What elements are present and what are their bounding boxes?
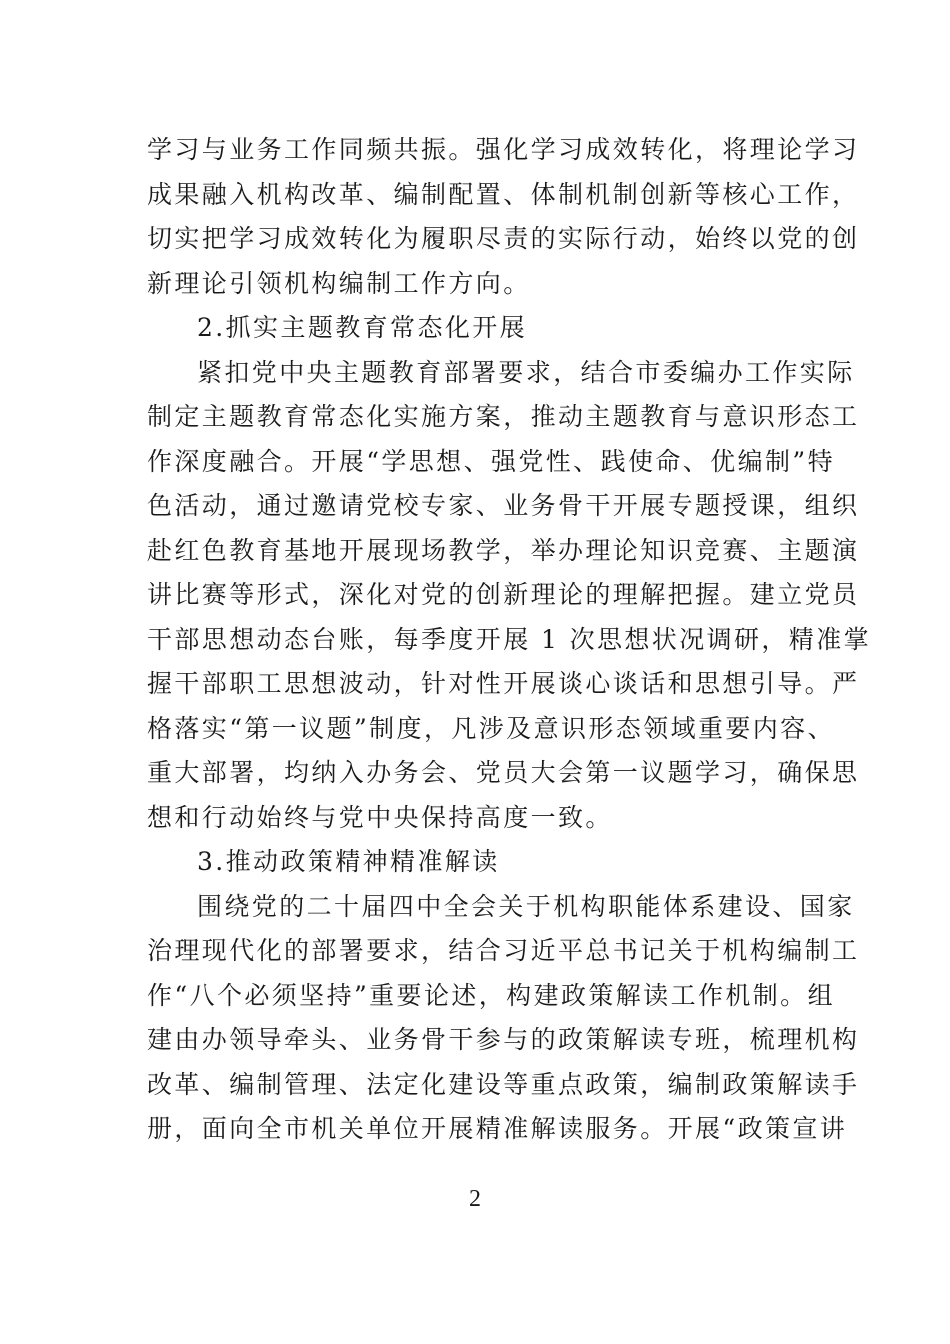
paragraph-line: 作“八个必须坚持”重要论述，构建政策解读工作机制。组 <box>147 980 835 1010</box>
section-heading: 3.推动政策精神精准解读 <box>197 847 500 876</box>
body-text <box>147 128 872 1152</box>
paragraph-line: 成果融入机构改革、编制配置、体制机制创新等核心工作， <box>147 179 860 209</box>
paragraph-line: 想和行动始终与党中央保持高度一致。 <box>147 802 613 832</box>
paragraph-line: 格落实“第一议题”制度，凡涉及意识形态领域重要内容、 <box>147 713 835 743</box>
section-heading: 2.抓实主题教育常态化开展 <box>197 313 528 342</box>
paragraph-line: 切实把学习成效转化为履职尽责的实际行动，始终以党的创 <box>147 224 860 253</box>
paragraph-line: 赴红色教育基地开展现场教学，举办理论知识竞赛、主题演 <box>147 535 860 565</box>
paragraph-line: 色活动，通过邀请党校专家、业务骨干开展专题授课，组织 <box>147 491 860 520</box>
paragraph-line: 干部思想动态台账，每季度开展 1 次思想状况调研，精准掌 <box>147 624 872 654</box>
paragraph-line: 作深度融合。开展“学思想、强党性、践使命、优编制”特 <box>147 446 835 476</box>
paragraph-line: 建由办领导牵头、业务骨干参与的政策解读专班，梳理机构 <box>147 1025 860 1054</box>
paragraph-line: 讲比赛等形式，深化对党的创新理论的理解把握。建立党员 <box>147 580 860 609</box>
paragraph-line: 重大部署，均纳入办务会、党员大会第一议题学习，确保思 <box>147 758 860 787</box>
paragraph-line: 治理现代化的部署要求，结合习近平总书记关于机构编制工 <box>147 936 860 965</box>
page-number: 2 <box>469 1186 481 1212</box>
paragraph-line: 册，面向全市机关单位开展精准解读服务。开展“政策宣讲 <box>147 1114 848 1143</box>
paragraph-line: 改革、编制管理、法定化建设等重点政策，编制政策解读手 <box>147 1069 860 1099</box>
paragraph-line: 制定主题教育常态化实施方案，推动主题教育与意识形态工 <box>147 402 860 431</box>
paragraph-line: 新理论引领机构编制工作方向。 <box>147 268 531 298</box>
paragraph-line: 学习与业务工作同频共振。强化学习成效转化，将理论学习 <box>147 135 860 164</box>
paragraph-line: 紧扣党中央主题教育部署要求，结合市委编办工作实际 <box>197 357 855 387</box>
paragraph-line: 围绕党的二十届四中全会关于机构职能体系建设、国家 <box>197 891 855 921</box>
paragraph-line: 握干部职工思想波动，针对性开展谈心谈话和思想引导。严 <box>147 669 860 698</box>
